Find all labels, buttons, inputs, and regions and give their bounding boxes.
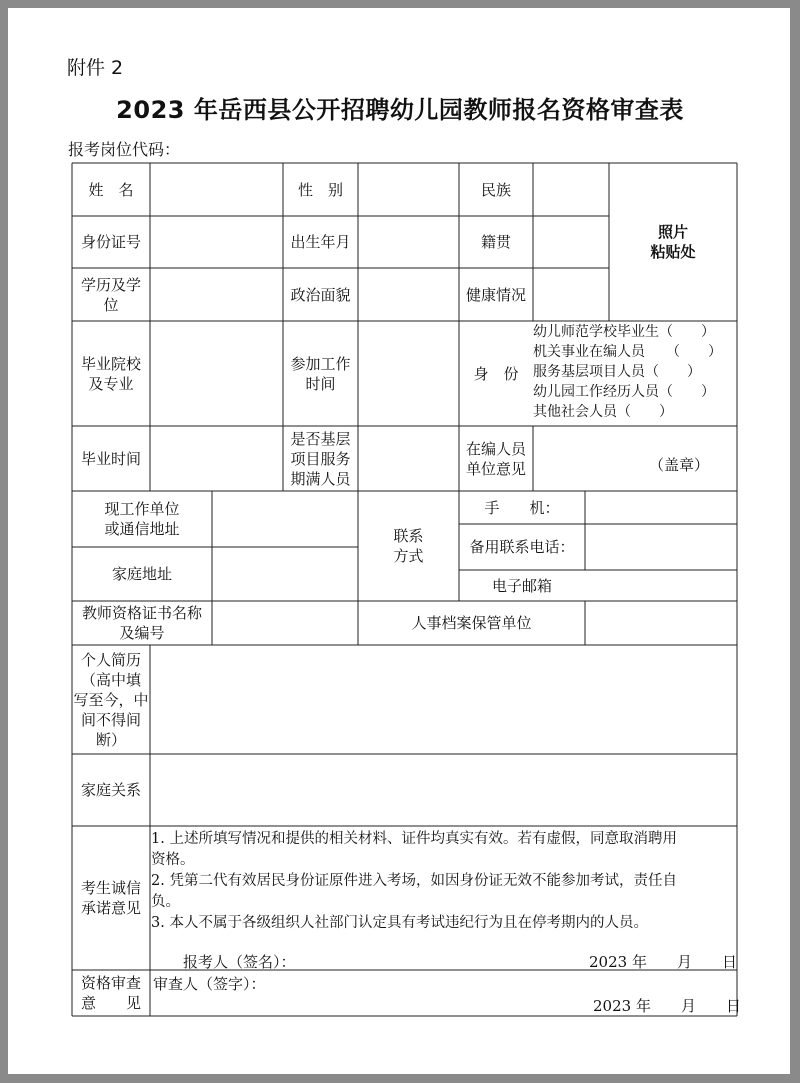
reviewer-date: 2023 年 月 日	[593, 997, 741, 1015]
reviewer-signature-label: 审查人（签字）：	[153, 975, 266, 993]
label-work-time-l1: 参加工作	[290, 354, 351, 373]
label-resume-l5: 断）	[95, 730, 126, 749]
label-school	[72, 321, 150, 426]
label-contact	[358, 491, 459, 601]
label-contact-l2: 方式	[393, 547, 424, 565]
label-pledge	[72, 826, 150, 970]
field-resume[interactable]	[150, 645, 737, 754]
label-school-l2: 及专业	[88, 374, 134, 393]
field-unit-opinion[interactable]	[533, 426, 737, 491]
label-resume-l1: 个人简历	[80, 650, 141, 669]
label-work-time-l2: 时间	[305, 374, 336, 393]
identity-option[interactable]: 服务基层项目人员（ ）	[533, 364, 701, 380]
field-certificate[interactable]	[212, 601, 358, 645]
annex-label: 附件 2	[67, 57, 124, 79]
label-unit-opinion-l2: 单位意见	[465, 459, 526, 478]
label-name: 姓 名	[88, 180, 134, 199]
field-archive-unit[interactable]	[585, 601, 737, 645]
label-identity: 身 份	[473, 364, 519, 383]
label-school-l1: 毕业院校	[80, 354, 141, 373]
field-ethnicity[interactable]	[533, 163, 609, 216]
pledge-line: 3. 本人不属于各级组织人社部门认定具有考试违纪行为且在停考期内的人员。	[151, 915, 648, 931]
field-birth[interactable]	[358, 216, 459, 268]
pledge-text	[151, 829, 735, 934]
label-gender: 性 别	[297, 180, 343, 199]
identity-option[interactable]: 幼儿师范学校毕业生（ ）	[533, 324, 715, 340]
label-certificate	[72, 601, 212, 645]
label-education-l1: 学历及学	[80, 275, 141, 294]
seal-label: （盖章）	[648, 456, 709, 474]
identity-option[interactable]: 其他社会人员（ ）	[533, 404, 673, 420]
identity-option[interactable]: 幼儿园工作经历人员（ ）	[533, 384, 715, 400]
label-id-number: 身份证号	[80, 233, 141, 251]
pledge-line: 资格。	[151, 852, 195, 868]
field-school[interactable]	[150, 321, 283, 426]
label-home-address: 家庭地址	[111, 565, 172, 583]
pledge-line: 负。	[151, 894, 180, 910]
label-work-unit-l2: 或通信地址	[104, 520, 180, 538]
field-email[interactable]	[585, 570, 737, 601]
label-education	[72, 268, 150, 321]
label-pledge-l2: 承诺意见	[80, 899, 141, 917]
applicant-signature-label: 报考人（签名）：	[183, 953, 296, 971]
photo-label-line1: 照片	[657, 223, 688, 241]
label-resume	[72, 645, 150, 754]
label-birth: 出生年月	[290, 233, 351, 251]
label-mobile: 手 机：	[484, 498, 560, 517]
label-backup-phone: 备用联系电话：	[469, 538, 575, 556]
label-grassroots	[283, 426, 358, 491]
field-family[interactable]	[150, 754, 737, 826]
page-title: 2023 年岳西县公开招聘幼儿园教师报名资格审查表	[116, 96, 684, 124]
field-political[interactable]	[358, 268, 459, 321]
label-grassroots-l2: 项目服务	[290, 449, 351, 468]
label-work-time	[283, 321, 358, 426]
photo-placeholder	[609, 163, 737, 321]
label-grad-time: 毕业时间	[80, 449, 141, 468]
photo-label-line2: 粘贴处	[650, 243, 696, 261]
label-certificate-l1: 教师资格证书名称	[81, 604, 202, 622]
field-work-time[interactable]	[358, 321, 459, 426]
field-grad-time[interactable]	[150, 426, 283, 491]
pledge-line: 2. 凭第二代有效居民身份证原件进入考场，如因身份证无效不能参加考试，责任自	[151, 873, 677, 889]
label-contact-l1: 联系	[393, 527, 424, 545]
label-work-unit	[72, 491, 212, 547]
field-mobile[interactable]	[585, 491, 737, 524]
identity-options[interactable]	[533, 322, 738, 422]
field-work-unit[interactable]	[212, 491, 358, 547]
label-unit-opinion	[459, 426, 533, 491]
label-political: 政治面貌	[290, 285, 351, 304]
label-grassroots-l3: 期满人员	[290, 469, 351, 488]
label-unit-opinion-l1: 在编人员	[465, 439, 526, 458]
field-backup-phone[interactable]	[585, 524, 737, 570]
position-code-label: 报考岗位代码：	[68, 140, 181, 159]
label-resume-l2: （高中填	[80, 670, 141, 689]
field-education[interactable]	[150, 268, 283, 321]
label-native-place: 籍贯	[480, 233, 511, 251]
identity-option[interactable]: 机关事业在编人员 （ ）	[533, 344, 722, 360]
field-name[interactable]	[150, 163, 283, 216]
label-work-unit-l1: 现工作单位	[104, 500, 180, 518]
label-grassroots-l1: 是否基层	[290, 429, 351, 448]
label-health: 健康情况	[465, 285, 526, 304]
field-health[interactable]	[533, 268, 609, 321]
field-id-number[interactable]	[150, 216, 283, 268]
field-home-address[interactable]	[212, 547, 358, 601]
field-native-place[interactable]	[533, 216, 609, 268]
label-resume-l3: 写至今，中	[73, 690, 149, 709]
label-review-l2: 意 见	[80, 994, 141, 1012]
label-pledge-l1: 考生诚信	[80, 879, 141, 897]
applicant-date: 2023 年 月 日	[589, 953, 737, 971]
field-grassroots[interactable]	[358, 426, 459, 491]
label-email: 电子邮箱	[491, 576, 552, 595]
label-education-l2: 位	[103, 295, 119, 314]
label-archive-unit: 人事档案保管单位	[411, 614, 532, 632]
label-review-l1: 资格审查	[80, 974, 141, 992]
label-family: 家庭关系	[80, 781, 141, 799]
label-review	[72, 970, 150, 1016]
label-resume-l4: 间不得间	[80, 710, 141, 729]
label-certificate-l2: 及编号	[119, 624, 165, 642]
field-gender[interactable]	[358, 163, 459, 216]
label-ethnicity: 民族	[480, 180, 511, 199]
pledge-line: 1. 上述所填写情况和提供的相关材料、证件均真实有效。若有虚假，同意取消聘用	[151, 831, 677, 847]
